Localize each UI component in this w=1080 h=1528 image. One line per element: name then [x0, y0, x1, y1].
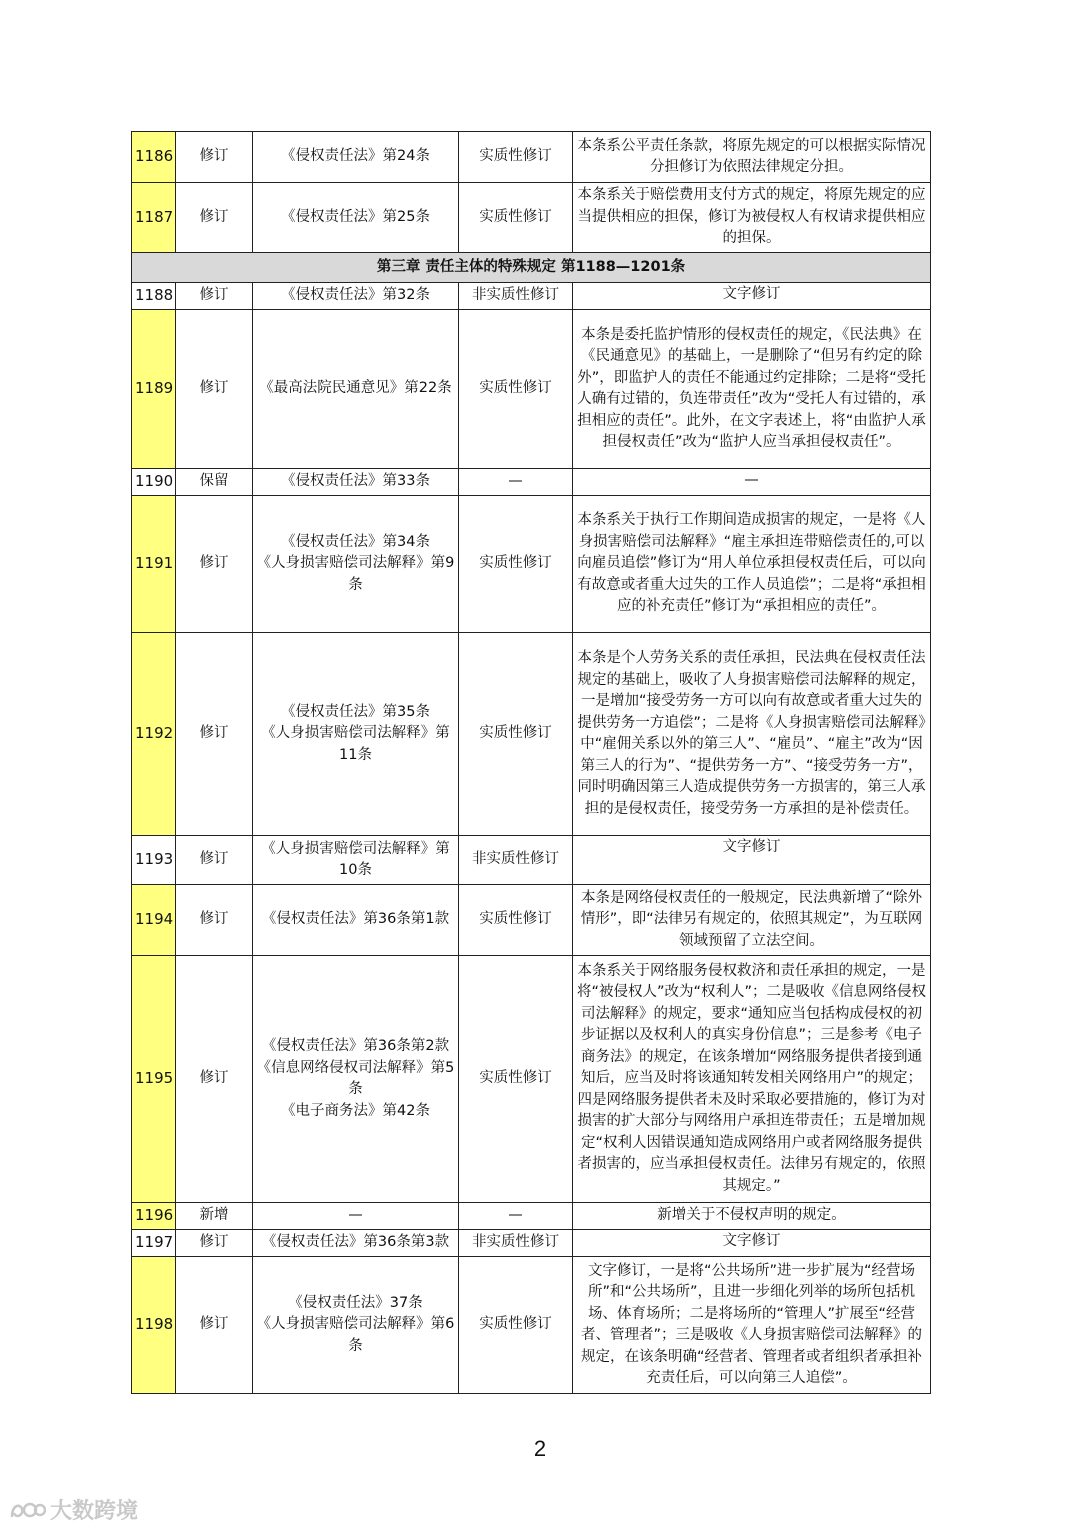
watermark-text: 大数跨境 [50, 1499, 139, 1524]
revision-type: 修订 [176, 956, 253, 1203]
revision-description: 本条是委托监护情形的侵权责任的规定，《民法典》在《民通意见》的基础上，一是删除了“但另有约定的除外”，即监护人的责任不能通过约定排除；二是将“受托人确有过错的，负连带责任”改为“受托人有过错的，承担相应的责任”。此外，在文字表述上，将“由监护人承担侵权责任”改为“监护人应当承担侵权责任”。 [573, 310, 931, 469]
revision-type: 保留 [176, 469, 253, 496]
revision-description: 新增关于不侵权声明的规定。 [573, 1203, 931, 1230]
page-number: 2 [533, 1436, 547, 1461]
revision-nature: 非实质性修订 [459, 1230, 573, 1257]
revision-nature: — [459, 469, 573, 496]
revision-type: 修订 [176, 183, 253, 253]
revision-type: 修订 [176, 496, 253, 633]
revision-table [131, 131, 931, 1394]
article-number: 1187 [132, 183, 176, 253]
revision-type: 修订 [176, 1230, 253, 1257]
chapter-title: 第三章 责任主体的特殊规定 第1188—1201条 [132, 253, 931, 283]
revision-description: 本条系公平责任条款，将原先规定的可以根据实际情况分担修订为依照法律规定分担。 [573, 132, 931, 183]
article-number: 1189 [132, 310, 176, 469]
table-row [132, 885, 931, 956]
article-number: 1193 [132, 836, 176, 885]
revision-nature: 实质性修订 [459, 633, 573, 836]
revision-nature: — [459, 1203, 573, 1230]
source-reference: 《侵权责任法》第36条第3款 [253, 1230, 459, 1257]
revision-type: 修订 [176, 283, 253, 310]
source-reference: 《侵权责任法》第34条 《人身损害赔偿司法解释》第9条 [253, 496, 459, 633]
source-reference: 《最高法院民通意见》第22条 [253, 310, 459, 469]
article-number: 1197 [132, 1230, 176, 1257]
watermark-logo-icon [8, 1497, 46, 1523]
article-number: 1194 [132, 885, 176, 956]
article-number: 1191 [132, 496, 176, 633]
table-row [132, 469, 931, 496]
revision-description: 本条系关于赔偿费用支付方式的规定，将原先规定的应当提供相应的担保，修订为被侵权人有权请求提供相应的担保。 [573, 183, 931, 253]
article-number: 1192 [132, 633, 176, 836]
article-number: 1196 [132, 1203, 176, 1230]
revision-type: 修订 [176, 885, 253, 956]
source-reference: 《侵权责任法》第25条 [253, 183, 459, 253]
table-row [132, 1257, 931, 1394]
revision-description: 本条系关于网络服务侵权救济和责任承担的规定，一是将“被侵权人”改为“权利人”；二是吸收《信息网络侵权司法解释》的规定，要求“通知应当包括构成侵权的初步证据以及权利人的真实身份信息”；三是参考《电子商务法》的规定，在该条增加“网络服务提供者接到通知后，应当及时将该通知转发相关网络用户”的规定；四是网络服务提供者未及时采取必要措施的，修订为对损害的扩大部分与网络用户承担连带责任；五是增加规定“权利人因错误通知造成网络用户或者网络服务提供者损害的，应当承担侵权责任。法律另有规定的，依照其规定。” [573, 956, 931, 1203]
revision-type: 修订 [176, 310, 253, 469]
revision-type: 修订 [176, 836, 253, 885]
article-number: 1195 [132, 956, 176, 1203]
revision-type: 修订 [176, 1257, 253, 1394]
table-row [132, 1203, 931, 1230]
revision-nature: 实质性修订 [459, 885, 573, 956]
source-reference: 《侵权责任法》第24条 [253, 132, 459, 183]
revision-type: 修订 [176, 132, 253, 183]
source-reference: 《侵权责任法》第32条 [253, 283, 459, 310]
table-row [132, 633, 931, 836]
revision-description: 文字修订，一是将“公共场所”进一步扩展为“经营场所”和“公共场所”，且进一步细化列举的场所包括机场、体育场所；二是将场所的“管理人”扩展至“经营者、管理者”；三是吸收《人身损害赔偿司法解释》的规定，在该条明确“经营者、管理者或者组织者承担补充责任后，可以向第三人追偿”。 [573, 1257, 931, 1394]
table-row [132, 836, 931, 885]
table-row [132, 956, 931, 1203]
revision-description: 文字修订 [573, 1230, 931, 1257]
revision-nature: 实质性修订 [459, 496, 573, 633]
article-number: 1198 [132, 1257, 176, 1394]
article-number: 1186 [132, 132, 176, 183]
table-row [132, 1230, 931, 1257]
revision-description: 本条系关于执行工作期间造成损害的规定，一是将《人身损害赔偿司法解释》“雇主承担连带赔偿责任的,可以向雇员追偿”修订为“用人单位承担侵权责任后，可以向有故意或者重大过失的工作人员追偿”；二是将“承担相应的补充责任”修订为“承担相应的责任”。 [573, 496, 931, 633]
revision-description: 本条是个人劳务关系的责任承担，民法典在侵权责任法规定的基础上，吸收了人身损害赔偿司法解释的规定，一是增加“接受劳务一方可以向有故意或者重大过失的提供劳务一方追偿”；二是将《人身损害赔偿司法解释》中“雇佣关系以外的第三人”、“雇员”、“雇主”改为“因第三人的行为”、“提供劳务一方”、“接受劳务一方”，同时明确因第三人造成提供劳务一方损害的，第三人承担的是侵权责任，接受劳务一方承担的是补偿责任。 [573, 633, 931, 836]
revision-description: 文字修订 [573, 836, 931, 885]
revision-nature: 非实质性修订 [459, 836, 573, 885]
article-number: 1190 [132, 469, 176, 496]
source-reference: 《侵权责任法》第36条第1款 [253, 885, 459, 956]
revision-description: 本条是网络侵权责任的一般规定，民法典新增了“除外情形”，即“法律另有规定的，依照其规定”，为互联网领域预留了立法空间。 [573, 885, 931, 956]
table-row [132, 132, 931, 183]
source-reference: 《侵权责任法》第36条第2款 《信息网络侵权司法解释》第5条 《电子商务法》第42条 [253, 956, 459, 1203]
table-row [132, 496, 931, 633]
revision-nature: 实质性修订 [459, 132, 573, 183]
chapter-header [132, 253, 931, 283]
source-reference: 《侵权责任法》第35条 《人身损害赔偿司法解释》第11条 [253, 633, 459, 836]
revision-type: 新增 [176, 1203, 253, 1230]
watermark [8, 1494, 138, 1525]
table-row [132, 310, 931, 469]
table-row [132, 183, 931, 253]
table-body-after-chapter [132, 283, 931, 1394]
revision-nature: 实质性修订 [459, 183, 573, 253]
revision-type: 修订 [176, 633, 253, 836]
revision-description: 文字修订 [573, 283, 931, 310]
source-reference: — [253, 1203, 459, 1230]
source-reference: 《人身损害赔偿司法解释》第10条 [253, 836, 459, 885]
table-row [132, 283, 931, 310]
revision-nature: 实质性修订 [459, 956, 573, 1203]
revision-nature: 非实质性修订 [459, 283, 573, 310]
table-body-before-chapter [132, 132, 931, 253]
article-number: 1188 [132, 283, 176, 310]
revision-description: — [573, 469, 931, 496]
source-reference: 《侵权责任法》第33条 [253, 469, 459, 496]
source-reference: 《侵权责任法》37条 《人身损害赔偿司法解释》第6条 [253, 1257, 459, 1394]
revision-nature: 实质性修订 [459, 1257, 573, 1394]
revision-nature: 实质性修订 [459, 310, 573, 469]
